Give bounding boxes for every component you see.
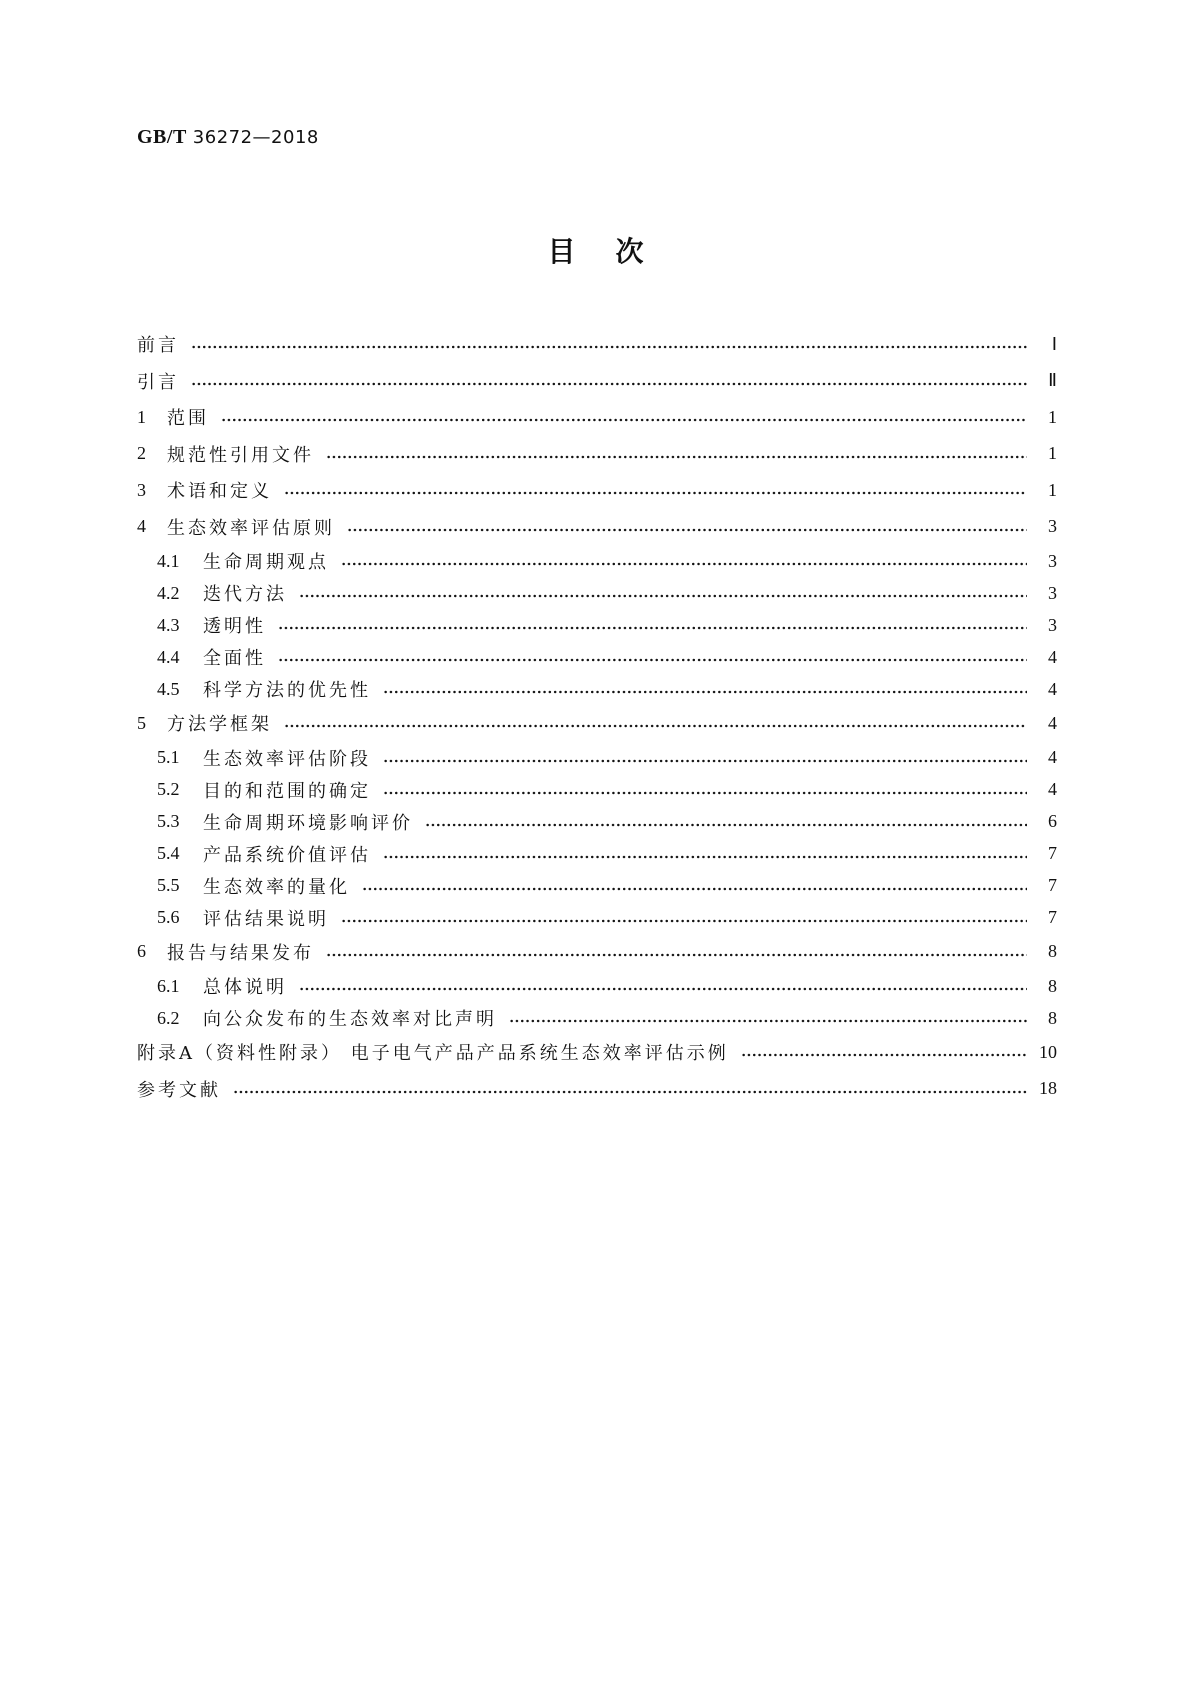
dot-leader (362, 886, 1027, 892)
toc-entry-title: 生命周期环境影响评价 (203, 812, 413, 834)
page-title-char: 目 (547, 235, 576, 268)
toc-entry-number: 5.1 (157, 747, 180, 767)
toc-entry-number: 4.3 (157, 614, 180, 635)
dot-leader (191, 344, 1027, 350)
toc-entry-number: 6 (137, 941, 146, 962)
toc-entry[interactable] (137, 742, 1057, 774)
toc-entry-page: Ⅱ (1048, 370, 1057, 391)
toc-entry-page: 4 (1048, 646, 1057, 667)
page-title (0, 230, 1191, 270)
toc-entry[interactable] (137, 1034, 1057, 1071)
toc-entry[interactable] (137, 472, 1057, 509)
dot-leader (278, 625, 1027, 631)
toc-entry-number: 4.5 (157, 678, 180, 699)
toc-entry-number: 6.1 (157, 975, 180, 996)
toc-entry-page: 18 (1039, 1078, 1057, 1099)
toc-entry-number: 4.2 (157, 582, 180, 603)
toc-entry[interactable] (137, 509, 1057, 546)
toc-entry[interactable] (137, 705, 1057, 742)
dot-leader (284, 490, 1027, 496)
toc-entry-title: 引言 (137, 371, 179, 393)
toc-entry-title: 生态效率评估阶段 (203, 748, 371, 770)
dot-leader (383, 758, 1027, 764)
dot-leader (425, 822, 1027, 828)
toc-entry-number: 2 (137, 443, 146, 464)
toc-entry-number: 5.5 (157, 875, 180, 895)
dot-leader (383, 854, 1027, 860)
dot-leader (347, 527, 1027, 533)
dot-leader (299, 986, 1027, 992)
toc-entry-title: 生命周期观点 (203, 552, 329, 573)
toc-entry-title: 方法学框架 (167, 714, 272, 736)
dot-leader (326, 454, 1027, 460)
toc-entry-page: 4 (1048, 779, 1057, 799)
toc-entry-page: 8 (1048, 1007, 1057, 1028)
toc-entry-page: 1 (1048, 406, 1057, 427)
toc-entry-number: 5.6 (157, 907, 180, 927)
toc-entry-title: 全面性 (203, 648, 266, 669)
standard-code: GB/T (137, 126, 187, 148)
toc-entry-page: 3 (1048, 614, 1057, 635)
toc-entry-title: 迭代方法 (203, 584, 287, 605)
toc-entry[interactable] (137, 902, 1057, 934)
dot-leader (284, 723, 1027, 729)
toc-entry-number: 5.4 (157, 843, 180, 863)
dot-leader (509, 1018, 1027, 1024)
toc-entry[interactable] (137, 326, 1057, 363)
toc-entry-number: 5.3 (157, 811, 180, 831)
dot-leader (299, 593, 1027, 599)
toc-entry-number: 1 (137, 406, 146, 427)
table-of-contents (137, 326, 1057, 1107)
toc-entry[interactable] (137, 673, 1057, 705)
toc-entry-title: 透明性 (203, 616, 266, 637)
toc-entry-number: 4.1 (157, 550, 180, 571)
toc-entry-title: 前言 (137, 335, 179, 357)
dot-leader (221, 417, 1027, 423)
toc-entry-title: 生态效率的量化 (203, 876, 350, 898)
dot-leader (233, 1089, 1027, 1095)
toc-entry-page: 10 (1039, 1041, 1057, 1062)
toc-entry-title: 附录A（资料性附录） 电子电气产品产品系统生态效率评估示例 (137, 1043, 729, 1065)
toc-entry[interactable] (137, 436, 1057, 473)
toc-entry[interactable] (137, 609, 1057, 641)
toc-entry-number: 5.2 (157, 779, 180, 799)
toc-entry-number: 3 (137, 479, 146, 500)
toc-entry-title: 术语和定义 (167, 481, 272, 503)
toc-entry-page: Ⅰ (1051, 333, 1057, 354)
dot-leader (383, 689, 1027, 695)
toc-entry-title: 产品系统价值评估 (203, 844, 371, 866)
standard-number: 36272—2018 (192, 127, 319, 148)
dot-leader (741, 1052, 1027, 1058)
dot-leader (191, 381, 1027, 387)
toc-entry-title: 范围 (167, 408, 209, 430)
dot-leader (326, 952, 1027, 958)
toc-entry[interactable] (137, 838, 1057, 870)
toc-entry-title: 向公众发布的生态效率对比声明 (203, 1009, 497, 1030)
toc-entry[interactable] (137, 1002, 1057, 1034)
toc-entry-page: 4 (1048, 747, 1057, 767)
toc-entry-title: 目的和范围的确定 (203, 780, 371, 802)
dot-leader (341, 561, 1027, 567)
toc-entry[interactable] (137, 545, 1057, 577)
toc-entry-number: 6.2 (157, 1007, 180, 1028)
toc-entry-page: 3 (1048, 550, 1057, 571)
toc-entry[interactable] (137, 577, 1057, 609)
dot-leader (383, 790, 1027, 796)
toc-entry-page: 8 (1048, 975, 1057, 996)
toc-entry-title: 报告与结果发布 (167, 942, 314, 964)
toc-entry-title: 参考文献 (137, 1079, 221, 1101)
toc-entry[interactable] (137, 870, 1057, 902)
toc-entry-title: 评估结果说明 (203, 908, 329, 930)
toc-entry-title: 规范性引用文件 (167, 444, 314, 466)
toc-entry-page: 1 (1048, 479, 1057, 500)
toc-entry[interactable] (137, 641, 1057, 673)
toc-entry-title: 科学方法的优先性 (203, 680, 371, 701)
toc-entry-page: 7 (1048, 875, 1057, 895)
toc-entry[interactable] (137, 363, 1057, 400)
toc-entry-title: 生态效率评估原则 (167, 517, 335, 539)
toc-entry-page: 6 (1048, 811, 1057, 831)
page-title-char: 次 (615, 235, 644, 268)
toc-entry-page: 3 (1048, 516, 1057, 537)
dot-leader (278, 657, 1027, 663)
toc-entry[interactable] (137, 399, 1057, 436)
toc-entry-page: 4 (1048, 712, 1057, 733)
toc-entry-page: 1 (1048, 443, 1057, 464)
document-header (137, 126, 319, 149)
toc-entry-number: 4 (137, 516, 146, 537)
toc-entry-page: 7 (1048, 907, 1057, 927)
toc-entry-number: 5 (137, 712, 146, 733)
toc-entry[interactable] (137, 806, 1057, 838)
toc-entry-page: 4 (1048, 678, 1057, 699)
toc-entry-page: 7 (1048, 843, 1057, 863)
toc-entry-page: 3 (1048, 582, 1057, 603)
toc-entry[interactable] (137, 970, 1057, 1002)
dot-leader (341, 918, 1027, 924)
toc-entry[interactable] (137, 934, 1057, 971)
toc-entry-number: 4.4 (157, 646, 180, 667)
toc-entry-title: 总体说明 (203, 977, 287, 998)
toc-entry-page: 8 (1048, 941, 1057, 962)
toc-entry[interactable] (137, 774, 1057, 806)
toc-entry[interactable] (137, 1071, 1057, 1108)
